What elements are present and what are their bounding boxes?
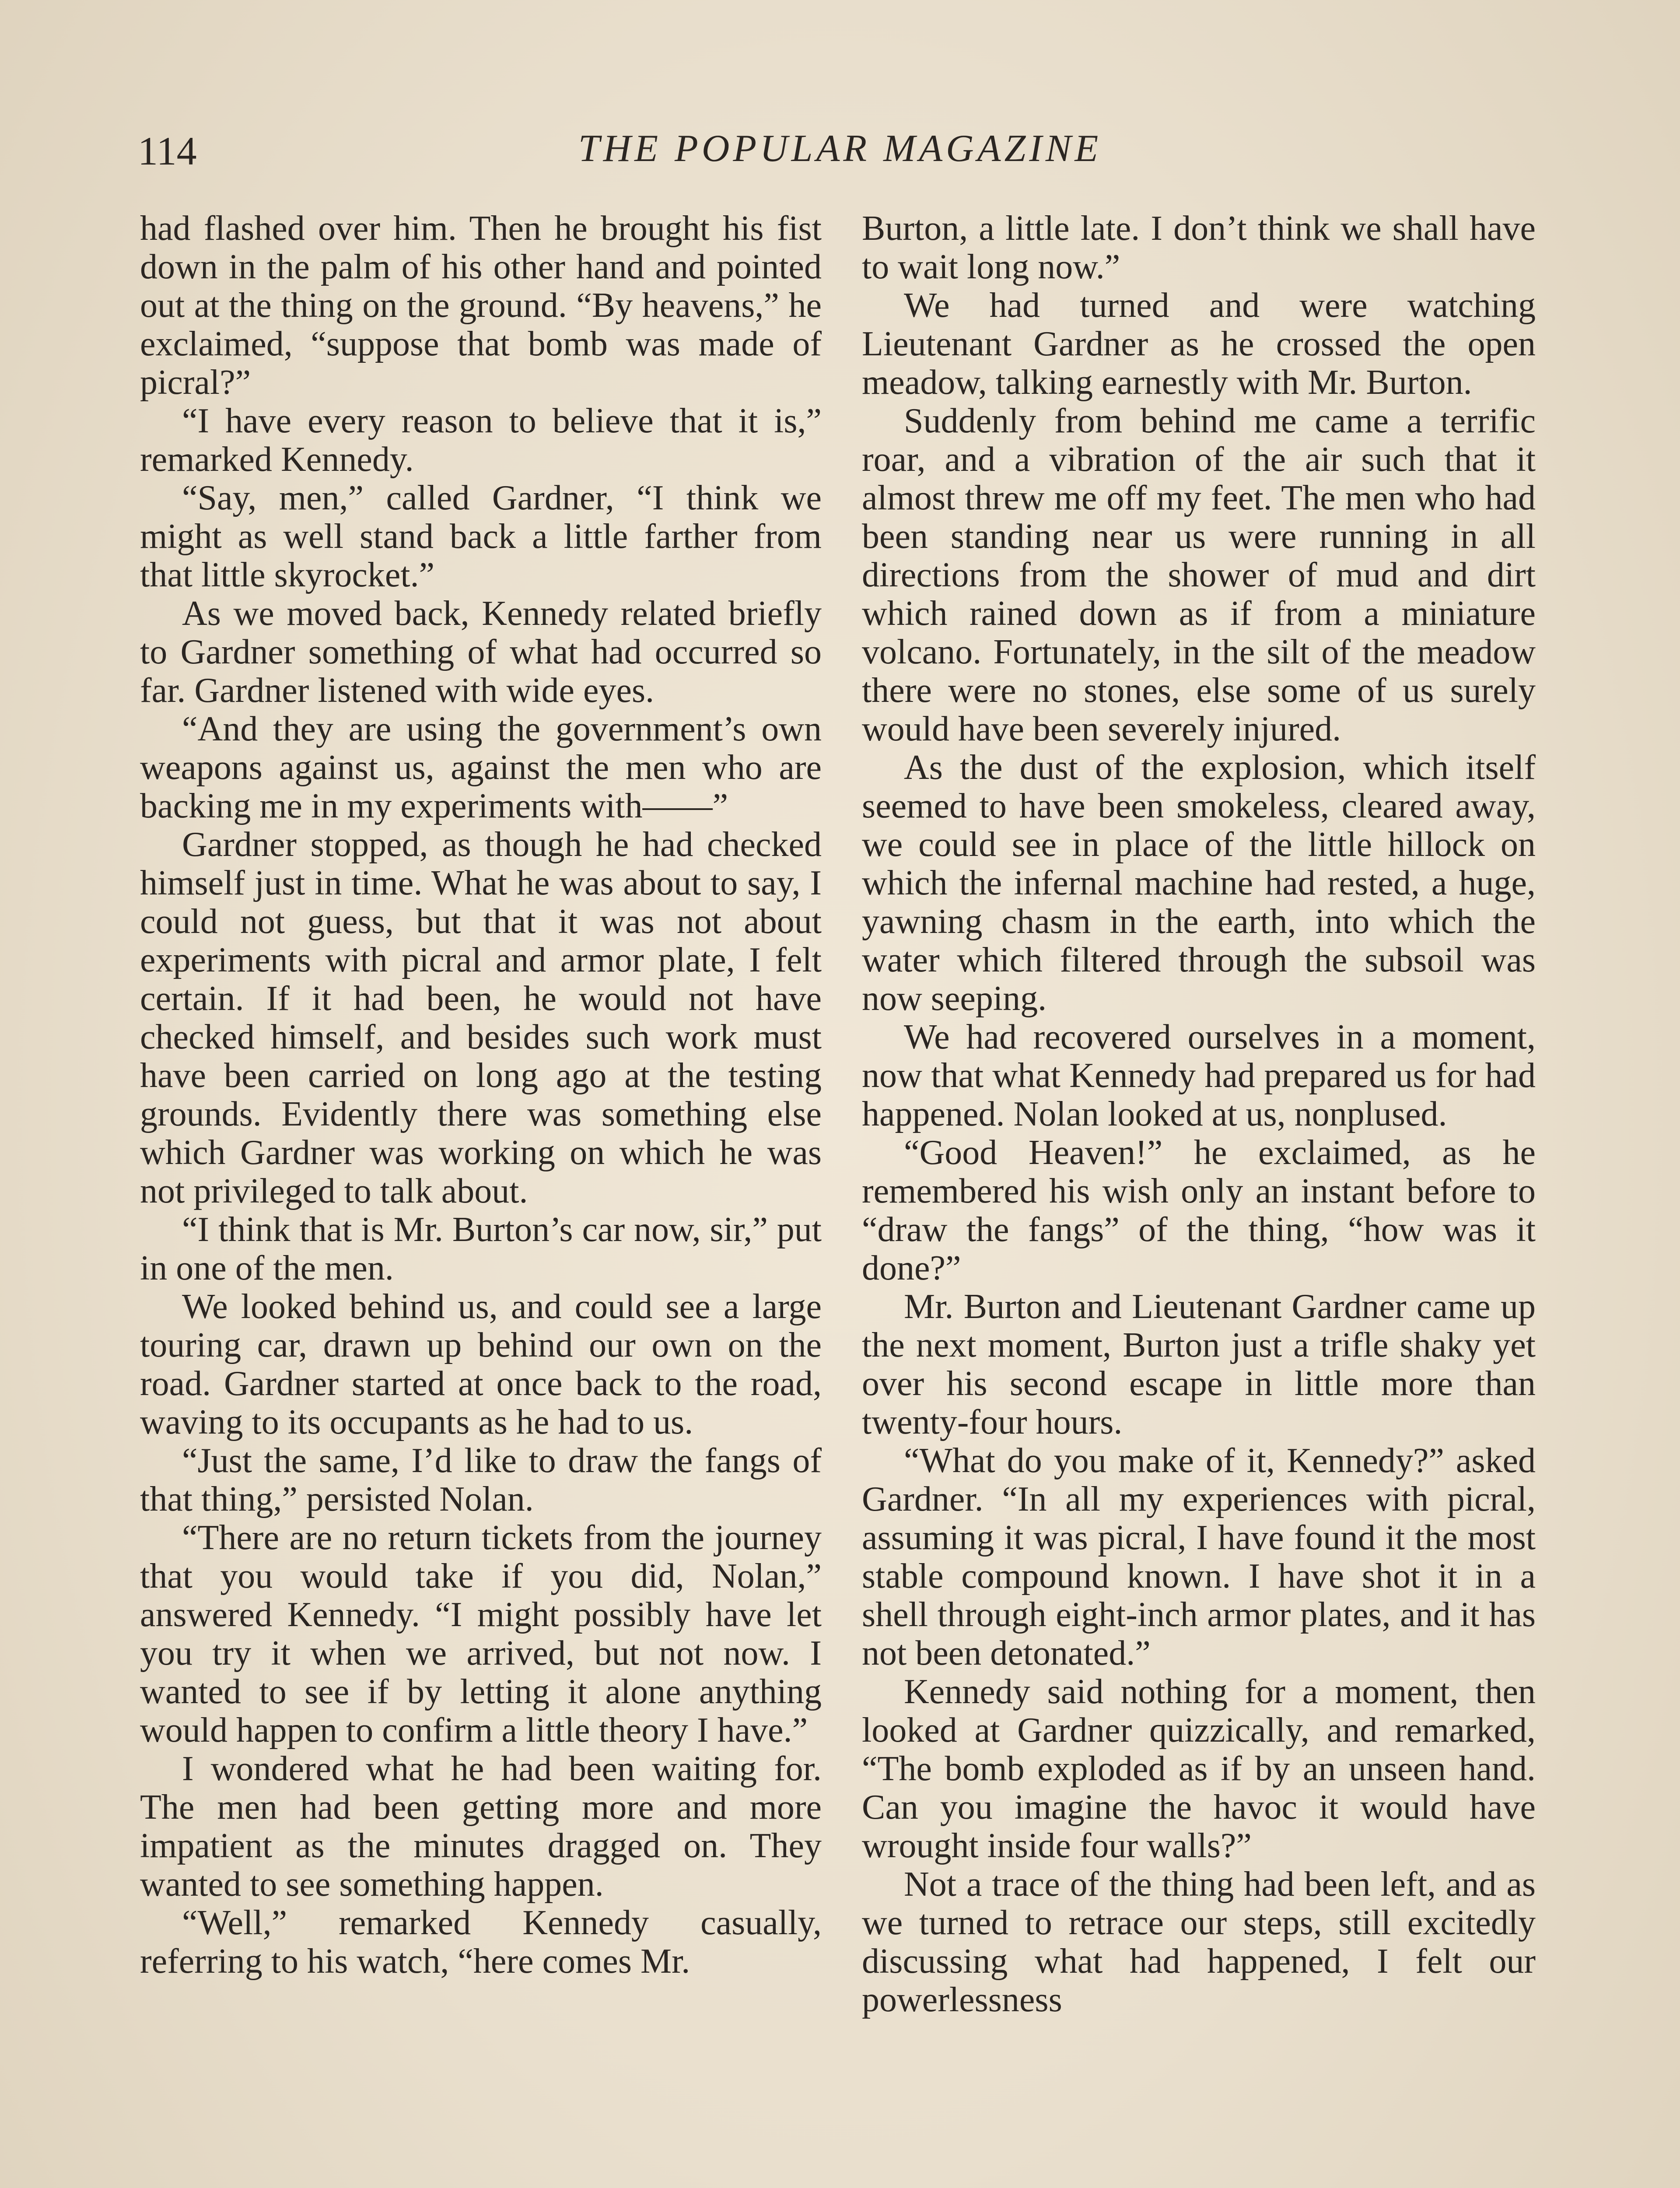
paragraph: had flashed over him. Then he brought his fist down in the palm of his other hand and pointed out at the thing on the ground. “By heavens,” he exclaimed, “suppose that bomb was made of picral?” xyxy=(140,209,822,402)
paragraph: Burton, a little late. I don’t think we shall have to wait long now.” xyxy=(862,209,1536,286)
paragraph: “I think that is Mr. Burton’s car now, sir,” put in one of the men. xyxy=(140,1210,822,1287)
paragraph: Not a trace of the thing had been left, and as we turned to retrace our steps, still excitedly discussing what had happened, I felt our powerlessness xyxy=(862,1865,1536,2019)
paragraph: “I have every reason to believe that it is,” remarked Kennedy. xyxy=(140,402,822,479)
paragraph: Mr. Burton and Lieutenant Gardner came up the next moment, Burton just a trifle shaky yet over his second escape in little more than twenty-four hours. xyxy=(862,1287,1536,1441)
paragraph: As we moved back, Kennedy related briefly to Gardner something of what had occurred so far. Gardner listened with wide eyes. xyxy=(140,594,822,710)
right-text-column xyxy=(862,209,1536,2019)
left-text-column xyxy=(140,209,822,1981)
page-header xyxy=(138,125,1542,177)
paragraph: “Just the same, I’d like to draw the fangs of that thing,” persisted Nolan. xyxy=(140,1441,822,1518)
paragraph: “Good Heaven!” he exclaimed, as he remembered his wish only an instant before to “draw the fangs” of the thing, “how was it done?” xyxy=(862,1133,1536,1287)
paragraph: We looked behind us, and could see a large touring car, drawn up behind our own on the road. Gardner started at once back to the road, waving to its occupants as he had to us. xyxy=(140,1287,822,1441)
paragraph: “What do you make of it, Kennedy?” asked Gardner. “In all my experiences with picral, assuming it was picral, I have found it the most stable compound known. I have shot it in a shell through eight-inch armor plates, and it has not been detonated.” xyxy=(862,1441,1536,1673)
paragraph: “And they are using the government’s own weapons against us, against the men who are backing me in my experiments with——” xyxy=(140,710,822,825)
paragraph: “There are no return tickets from the journey that you would take if you did, Nolan,” answered Kennedy. “I might possibly have let you try it when we arrived, but not now. I wanted to see if by letting it alone anything would happen to confirm a little theory I have.” xyxy=(140,1518,822,1750)
paragraph: As the dust of the explosion, which itself seemed to have been smokeless, cleared away, we could see in place of the little hillock on which the infernal machine had rested, a huge, yawning chasm in the earth, into which the water which filtered through the subsoil was now seeping. xyxy=(862,748,1536,1018)
paragraph: “Well,” remarked Kennedy casually, referring to his watch, “here comes Mr. xyxy=(140,1904,822,1981)
paragraph: “Say, men,” called Gardner, “I think we might as well stand back a little farther from that little skyrocket.” xyxy=(140,479,822,594)
paragraph: I wondered what he had been waiting for. The men had been getting more and more impatient as the minutes dragged on. They wanted to see something happen. xyxy=(140,1750,822,1904)
paragraph: Gardner stopped, as though he had checked himself just in time. What he was about to say, I could not guess, but that it was not about experiments with picral and armor plate, I felt certain. If it had been, he would not have checked himself, and besides such work must have been carried on long ago at the testing grounds. Evidently there was something else which Gardner was working on which he was not privileged to talk about. xyxy=(140,825,822,1210)
paragraph: We had turned and were watching Lieutenant Gardner as he crossed the open meadow, talking earnestly with Mr. Burton. xyxy=(862,286,1536,402)
page-number: 114 xyxy=(138,129,197,173)
paragraph: Kennedy said nothing for a moment, then looked at Gardner quizzically, and remarked, “The bomb exploded as if by an unseen hand. Can you imagine the havoc it would have wrought inside four walls?” xyxy=(862,1673,1536,1865)
paragraph: We had recovered ourselves in a moment, now that what Kennedy had prepared us for had happened. Nolan looked at us, nonplused. xyxy=(862,1018,1536,1133)
paragraph: Suddenly from behind me came a terrific roar, and a vibration of the air such that it almost threw me off my feet. The men who had been standing near us were running in all directions from the shower of mud and dirt which rained down as if from a miniature volcano. Fortunately, in the silt of the meadow there were no stones, else some of us surely would have been severely injured. xyxy=(862,402,1536,748)
running-title: THE POPULAR MAGAZINE xyxy=(578,127,1102,170)
